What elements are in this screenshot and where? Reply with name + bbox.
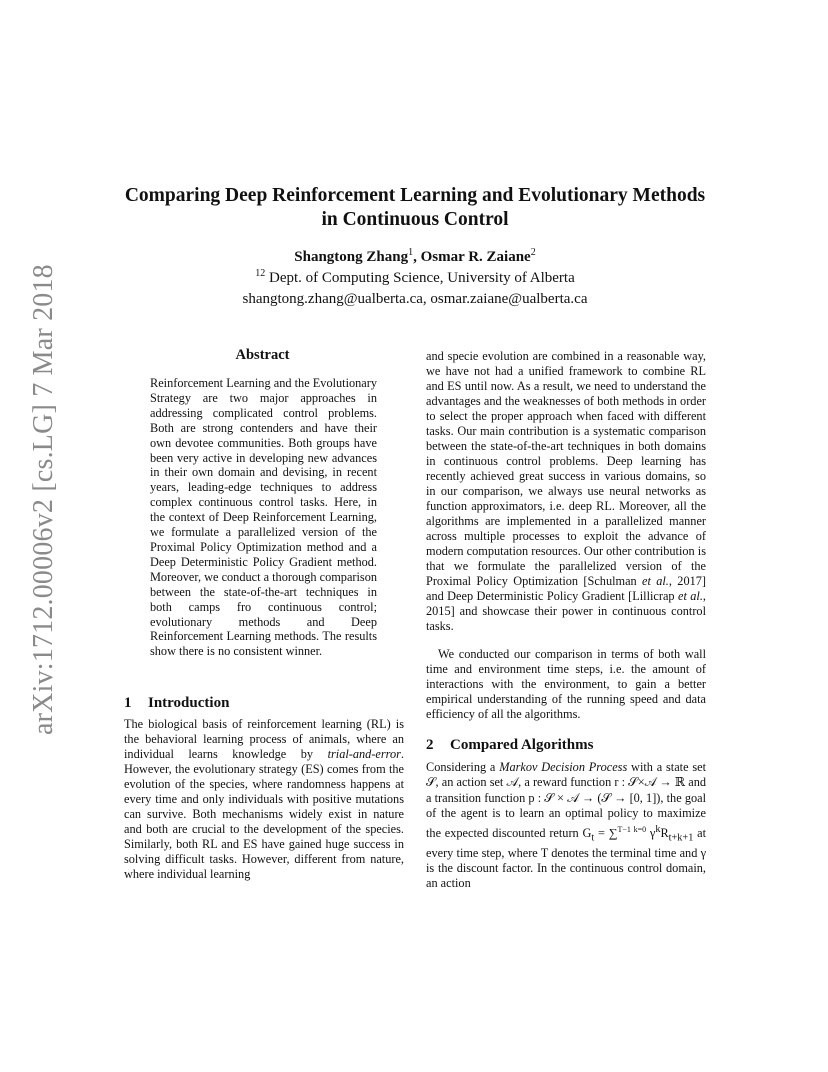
title-line-1: Comparing Deep Reinforcement Learning and Evolutionary Methods	[124, 185, 706, 206]
section-2-number: 2	[426, 737, 434, 753]
citation-etal-1: et al.	[642, 574, 669, 588]
author-1: Shangtong Zhang	[294, 249, 409, 265]
section-2-title: Compared Algorithms	[450, 737, 594, 753]
arxiv-side-label: arXiv:1712.00006v2 [cs.LG] 7 Mar 2018	[28, 264, 59, 735]
intro-cont-text-a: and specie evolution are combined in a reasonable way, we have not had a unified framework to combine RL and ES until now. As a result, we need to understand the advantages and the weaknesses of both methods in order to select the proper approach when faced with different tasks. Our main contribution is a systematic comparison between the state-of-the-art techniques in both domains in continuous control problems. Deep learning has recently achieved great success in various domains, so in our comparison, we always use neural networks as function approximators, i.e. deep RL. Moreover, all the algorithms are implemented in a parallelized manner across multiple processes to exploit the advance of modern computation resources. Our other contribution is that we formulate the parallelized version of the Proximal Policy Optimization [Schulman	[426, 349, 706, 588]
section-2-heading	[426, 737, 593, 754]
sec2-text-f: at every time step, where T denotes the terminal time and γ is the discount factor. In the continuous control domain, an action	[426, 825, 706, 891]
affiliation	[90, 268, 740, 289]
section-1-number: 1	[124, 695, 132, 711]
intro-emphasis: trial-and-error	[327, 747, 401, 761]
title-line-2: in Continuous Control	[321, 209, 509, 230]
sec2-gamma: γ	[646, 825, 656, 840]
author-2: Osmar R. Zaiane	[420, 249, 531, 265]
sec2-superscript-k: k	[655, 823, 661, 835]
section-1-heading	[124, 695, 229, 712]
intro-cont-text-b: , 2017] and Deep Deterministic Policy Gradient [Lillicrap	[426, 574, 706, 603]
intro-text-b: . However, the evolutionary strategy (ES) comes from the evolution of the species, where randomness happens at every time and only individuals with positive mutations can survive. Both mechanisms widely exist in nature and both are crucial to the development of the species. Similarly, both RL and ES have gained huge success in solving difficult tasks. However, different from nature, where individual learning	[124, 747, 404, 881]
affiliation-mark: 12	[255, 268, 266, 279]
intro-second-paragraph: We conducted our comparison in terms of both wall time and environment time steps, i.e. the amount of interactions with the environment, to gain a better empirical understanding of the running speed and data efficiency of all the algorithms.	[426, 647, 706, 721]
section-2-paragraph	[426, 760, 706, 892]
sec2-subscript-reward: t+k+1	[668, 832, 694, 844]
intro-cont-text-c: , 2015] and showcase their power in continuous control tasks.	[426, 589, 706, 633]
intro-text-a: The biological basis of reinforcement learning (RL) is the behavioral learning process of animals, where an individual learns knowledge by	[124, 717, 404, 761]
sec2-emphasis: Markov Decision Process	[499, 760, 628, 774]
section-1-title: Introduction	[148, 695, 230, 711]
paper-title	[90, 184, 740, 232]
citation-etal-2: et al.	[677, 589, 703, 603]
sec2-subscript-t: t	[591, 832, 595, 844]
affiliation-text: Dept. of Computing Science, University of Alberta	[265, 270, 575, 286]
sec2-text-a: Considering a	[426, 760, 500, 774]
sec2-sum-symbol: = ∑	[594, 825, 618, 840]
author-2-affil-mark: 2	[530, 247, 536, 258]
sec2-text-b: with a state set 𝒮, an action set 𝒜, a reward function r : 𝒮×𝒜 → ℝ and a transition function p : 𝒮 × 𝒜 → (𝒮 → [0, 1]), the goal of the agent is to learn an optimal policy to maximize the expected discounted return G	[426, 760, 706, 840]
abstract-text: Reinforcement Learning and the Evolutionary Strategy are two major approaches in addressing complicated control problems. Both are strong contenders and have their own devotee communities. Both groups have been very active in developing new advances in their own domain and devising, in recent years, leading-edge techniques to address complex continuous control tasks. Here, in the context of Deep Reinforcement Learning, we formulate a parallelized version of the Proximal Policy Optimization method and a Deep Deterministic Policy Gradient method. Moreover, we conduct a thorough comparison between the state-of-the-art techniques in both camps fro continuous control; evolutionary methods and Deep Reinforcement Learning methods. The results show there is no consistent winner.	[150, 376, 377, 659]
sec2-reward-symbol: R	[660, 825, 669, 840]
author-1-affil-mark: 1	[408, 247, 414, 258]
intro-continued-paragraph	[426, 349, 706, 634]
authors	[90, 246, 740, 268]
sec2-sum-limits: T−1 k=0	[617, 824, 647, 834]
section-1-paragraph	[124, 717, 404, 882]
author-separator: ,	[413, 249, 421, 265]
author-emails: shangtong.zhang@ualberta.ca, osmar.zaiane@ualberta.ca	[242, 291, 588, 307]
abstract-heading: Abstract	[235, 347, 290, 363]
